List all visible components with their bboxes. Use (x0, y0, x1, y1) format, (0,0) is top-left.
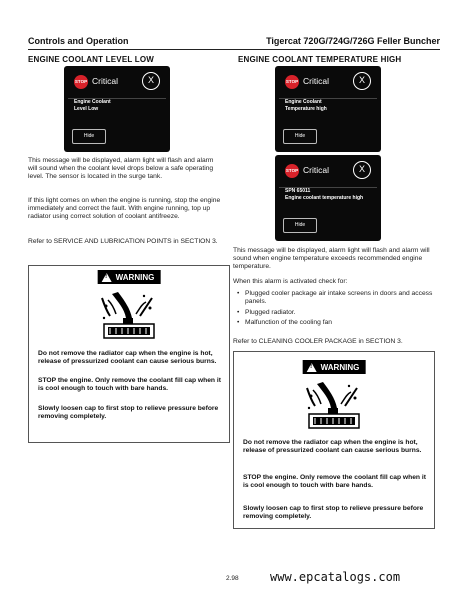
warning-text-stop-engine: STOP the engine. Only remove the coolant fill cap when it is cool enough to touch with bare hands. (243, 474, 426, 489)
stop-icon: STOP (74, 75, 88, 89)
close-icon[interactable]: X (353, 72, 371, 90)
critical-label: Critical (303, 76, 329, 86)
close-icon[interactable]: X (353, 161, 371, 179)
warning-text-loosen-cap: Slowly loosen cap to first stop to relieve pressure before removing completely. (38, 405, 219, 420)
page-header (28, 36, 440, 50)
warning-triangle-icon: ! (307, 363, 317, 372)
hide-button[interactable]: Hide (72, 129, 106, 144)
check-list (237, 290, 433, 330)
coolant-level-action: If this light comes on when the engine is running, stop the engine immediately and correct the fault. With engine running, top up radiator using correct solution of coolant antifreeze. (28, 197, 221, 220)
coolant-level-reference: Refer to SERVICE AND LUBRICATION POINTS in SECTION 3. (28, 238, 218, 245)
warning-box-right (233, 351, 435, 529)
warning-text-hot-cap: Do not remove the radiator cap when the engine is hot, release of pressurized coolant can cause serious burns. (243, 439, 422, 454)
warning-triangle-icon: ! (102, 273, 112, 282)
critical-label: Critical (303, 165, 329, 175)
hot-coolant-spray-icon (96, 288, 162, 344)
list-item: • Plugged radiator. (237, 309, 433, 317)
hide-button[interactable]: Hide (283, 129, 317, 144)
alarm-message-line2: Level Low (74, 106, 99, 112)
alarm-screen-coolant-level-low (64, 66, 170, 152)
check-list-intro: When this alarm is activated check for: (233, 278, 348, 285)
coolant-temperature-description: This message will be displayed, alarm light will flash and alarm will sound when engine temperature exceeds recommended engine temperature. (233, 247, 430, 270)
section-title-coolant-level-low: ENGINE COOLANT LEVEL LOW (28, 55, 154, 64)
warning-label: WARNING (320, 362, 360, 372)
page-number: 2.98 (226, 575, 239, 582)
list-item: • Malfunction of the cooling fan (237, 319, 433, 327)
hot-coolant-spray-icon (301, 378, 367, 434)
warning-label: WARNING (115, 272, 155, 282)
critical-label: Critical (92, 76, 118, 86)
alarm-message-line2: Temperature high (285, 106, 327, 112)
stop-icon: STOP (285, 164, 299, 178)
warning-text-loosen-cap: Slowly loosen cap to first stop to relieve pressure before removing completely. (243, 505, 424, 520)
alarm-message-line2: Engine coolant temperature high (285, 195, 364, 201)
warning-banner (303, 360, 366, 374)
header-manual-title: Tigercat 720G/724G/726G Feller Buncher (266, 36, 440, 46)
stop-icon: STOP (285, 75, 299, 89)
alarm-message-line1: SPN 65011 (285, 188, 311, 194)
header-section-title: Controls and Operation (28, 36, 129, 46)
alarm-message-line1: Engine Coolant (74, 99, 111, 105)
alarm-message-line1: Engine Coolant (285, 99, 322, 105)
close-icon[interactable]: X (142, 72, 160, 90)
section-title-coolant-temperature-high: ENGINE COOLANT TEMPERATURE HIGH (238, 55, 402, 64)
list-item: • Plugged cooler package air intake screens in doors and access panels. (237, 290, 433, 306)
hide-button[interactable]: Hide (283, 218, 317, 233)
alarm-screen-spn-65011 (275, 155, 381, 241)
warning-banner (98, 270, 161, 284)
warning-text-stop-engine: STOP the engine. Only remove the coolant fill cap when it is cool enough to touch with bare hands. (38, 377, 221, 392)
warning-box-left (28, 265, 230, 443)
alarm-screen-coolant-temperature (275, 66, 381, 152)
warning-text-hot-cap: Do not remove the radiator cap when the engine is hot, release of pressurized coolant can cause serious burns. (38, 350, 217, 365)
coolant-level-description: This message will be displayed, alarm light will flash and alarm will sound when the coolant level drops below a safe operating level. The sensor is located in the surge tank. (28, 157, 214, 180)
cleaning-reference: Refer to CLEANING COOLER PACKAGE in SECTION 3. (233, 338, 403, 345)
watermark-url: www.epcatalogs.com (270, 570, 401, 584)
